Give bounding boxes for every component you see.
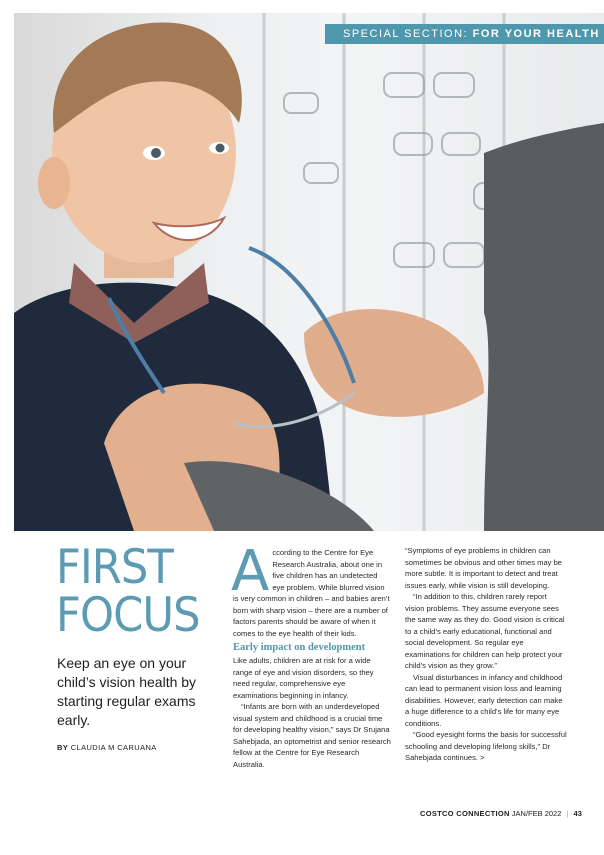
- section-subhead: Early impact on development: [233, 642, 366, 653]
- article-column-1: [231, 539, 391, 770]
- headline-line-2: FOCUS: [56, 588, 200, 643]
- article-deck: Keep an eye on your child’s vision health by starting regular exams early.: [57, 655, 197, 728]
- paragraph-6: Visual disturbances in infancy and childhood can lead to permanent vision loss and learning disabilities. However, early detection can make a huge difference to a child’s life for many eye conditions.: [405, 672, 563, 728]
- banner-title: FOR YOUR HEALTH: [472, 28, 600, 40]
- paragraph-1: [231, 539, 391, 639]
- page-footer: [420, 809, 582, 818]
- paragraph-5: “In addition to this, children rarely report vision problems. They assume everyone sees the same way as they do. Good vision is critical to a child’s early educational, functional and social development. So regular eye examinations for children can help protect your child’s vision as they grow.”: [405, 592, 565, 670]
- section-banner: [325, 24, 604, 44]
- child-eye-exam-illustration: [14, 13, 604, 531]
- byline-prefix: BY: [57, 743, 69, 752]
- footer-magazine: COSTCO CONNECTION: [420, 809, 510, 818]
- paragraph-2: Like adults, children are at risk for a wide range of eye and vision disorders, so they need regular, comprehensive eye examinations beginning in infancy.: [233, 656, 374, 700]
- headline-line-1: FIRST: [56, 540, 173, 595]
- paragraph-4: “Symptoms of eye problems in children can sometimes be obvious and other times may be more subtle. It is important to detect and treat issues early, while vision is still developing.: [405, 546, 563, 590]
- footer-page-number: 43: [573, 809, 582, 818]
- banner-lead: SPECIAL SECTION:: [343, 28, 469, 40]
- paragraph-7: “Good eyesight forms the basis for successful schooling and developing lifelong skills,” Dr Sahebjada continues. >: [405, 730, 567, 762]
- article-headline: [56, 540, 212, 643]
- article-column-2: [405, 545, 568, 764]
- footer-separator: |: [566, 809, 569, 818]
- byline-author: CLAUDIA M CARUANA: [70, 743, 157, 752]
- paragraph-1-text: ccording to the Centre for Eye Research Australia, about one in five children has an undetected eye problem. While blurred vision is very common in children – and babies aren’t born with sharp vision – there are a number of factors parents should be aware of when it comes to the eye health of their kids.: [233, 548, 390, 638]
- drop-cap: A: [231, 539, 270, 604]
- byline: [57, 743, 157, 752]
- footer-issue: JAN/FEB 2022: [511, 809, 562, 818]
- paragraph-3: “Infants are born with an underdeveloped visual system and childhood is a crucial time for developing healthy vision,” says Dr Srujana Sahebjada, an optometrist and senior research fellow at the Centre for Eye Research Australia.: [233, 702, 391, 769]
- hero-photo: [14, 13, 604, 531]
